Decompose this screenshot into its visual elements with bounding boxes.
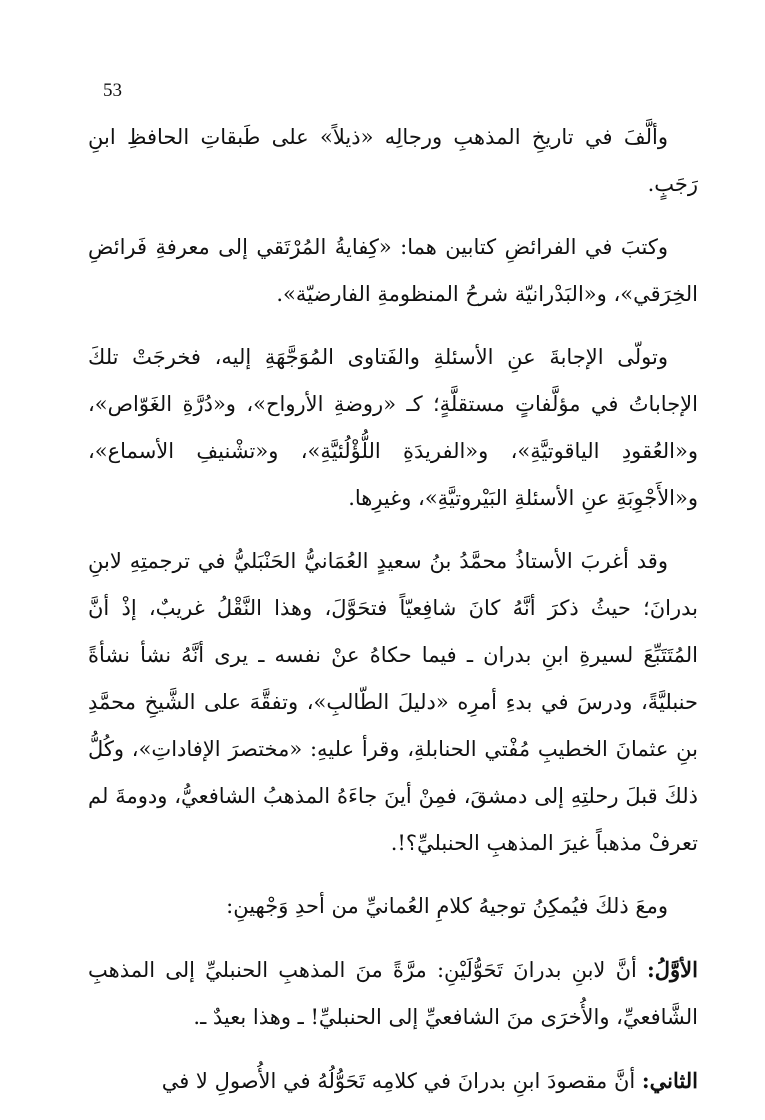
paragraph-text: أنَّ مقصودَ ابنِ بدرانَ في كلامِه تَحَوُّلُهُ في الأُصولِ لا في — [161, 1069, 636, 1093]
paragraph-lead: الثاني: — [641, 1068, 698, 1093]
paragraph-history-appendix — [88, 114, 698, 208]
paragraph-two-aspects — [88, 883, 698, 930]
paragraph-lead: الأوَّلُ: — [647, 957, 698, 982]
paragraph-text: وقد أغربَ الأستاذُ محمَّدُ بنُ سعيدٍ العُمَانيُّ الحَنْبَليُّ في ترجمتِهِ لابنِ بدرانَ؛ حيثُ ذكرَ أنَّهُ كانَ شافِعيّاً فتحَوَّلَ، وهذا النَّقْلُ غريبٌ، إذْ أنَّ المُتَتَبِّعَ لسيرةِ ابنِ بدران ـ فيما حكاهُ عنْ نفسه ـ يرى أنَّهُ نشأ نشأةً حنبليَّةً، ودرسَ في بدءِ أمرِه «دليلَ الطّالبِ»، وتفقَّهَ على الشَّيخِ محمَّدِ بنِ عثمانَ الخطيبِ مُفْتي الحنابلةِ، وقرأ عليهِ: «مختصرَ الإفاداتِ»، وكُلُّ ذلكَ قبلَ رحلتِهِ إلى دمشقَ، فمِنْ أينَ جاءَهُ المذهبُ الشافعيُّ، ودومةَ لم تعرفْ مذهباً غيرَ المذهبِ الحنبليِّ؟!. — [88, 549, 698, 855]
paragraph-fatwa-answers — [88, 334, 698, 522]
page-number: 53 — [103, 80, 122, 101]
paragraph-umani-claim — [88, 538, 698, 867]
paragraph-second-aspect — [88, 1057, 698, 1105]
paragraph-text: وكتبَ في الفرائضِ كتابين هما: «كِفايةُ المُرْتَقي إلى معرفةِ فَرائضِ الخِرَقي»، و«البَدْرانيّة شرحُ المنظومةِ الفارضيّة». — [88, 235, 698, 306]
body-text — [88, 114, 698, 1120]
paragraph-inheritance-books — [88, 224, 698, 318]
paragraph-first-aspect — [88, 946, 698, 1041]
paragraph-text: ومعَ ذلكَ فيُمكِنُ توجيهُ كلامِ العُمانيِّ من أحدِ وَجْهينِ: — [226, 894, 668, 918]
paragraph-text: أنَّ لابنِ بدرانَ تَحَوُّلَيْنِ: مرَّةً منَ المذهبِ الحنبليِّ إلى المذهبِ الشَّافعيِّ، والأُخرَى منَ الشافعيِّ إلى الحنبليِّ! ـ وهذا بعيدٌ ـ. — [88, 958, 698, 1029]
paragraph-text: وألَّفَ في تاريخِ المذهبِ ورجالِه «ذيلاً» على طَبقاتِ الحافظِ ابنِ رَجَبٍ. — [88, 125, 698, 196]
paragraph-text: وتولّى الإجابةَ عنِ الأسئلةِ والفَتاوى المُوَجَّهَةِ إليه، فخرجَتْ تلكَ الإجاباتُ في مؤلَّفاتٍ مستقلَّةٍ؛ كـ «روضةِ الأرواح»، و«دُرَّةِ الغَوّاص»، و«العُقودِ الياقوتيَّةِ»، و«الفريدَةِ اللُّؤْلُئيَّةِ»، و«تشْنيفِ الأسماع»، و«الأَجْوِبَةِ عنِ الأسئلةِ البَيْروتيَّةِ»، وغيرِها. — [88, 345, 698, 510]
